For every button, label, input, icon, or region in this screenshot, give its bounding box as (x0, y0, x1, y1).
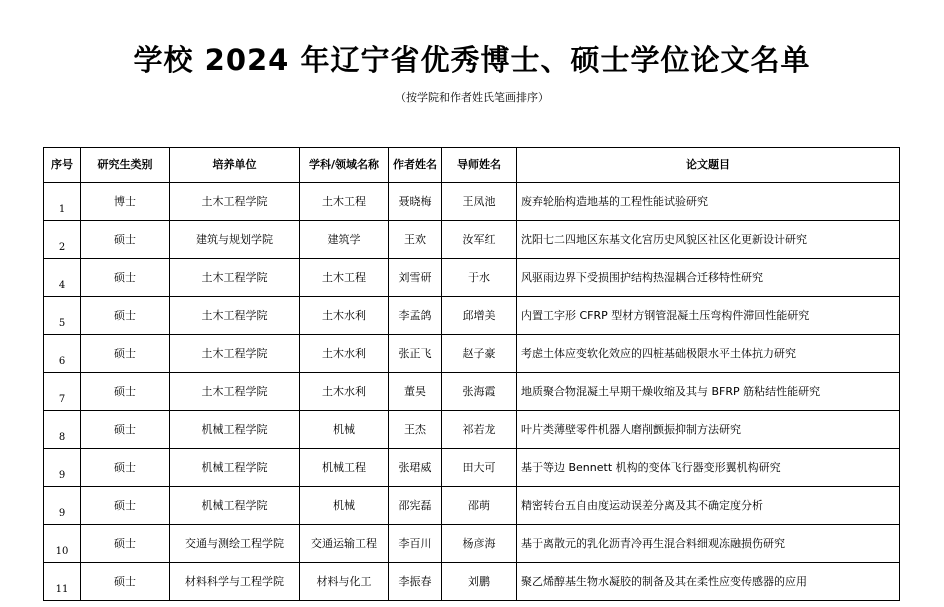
table-row (44, 525, 900, 563)
cell-seq: 7 (44, 373, 81, 411)
cell-category: 博士 (81, 183, 170, 221)
cell-author: 李百川 (389, 525, 442, 563)
cell-category: 硕士 (81, 411, 170, 449)
header-discipline: 学科/领域名称 (300, 148, 389, 183)
cell-seq: 4 (44, 259, 81, 297)
cell-discipline: 建筑学 (300, 221, 389, 259)
document-title: 学校 2024 年辽宁省优秀博士、硕士学位论文名单 (133, 43, 811, 77)
cell-advisor: 杨彦海 (442, 525, 517, 563)
cell-category: 硕士 (81, 259, 170, 297)
cell-advisor: 邵萌 (442, 487, 517, 525)
cell-category: 硕士 (81, 221, 170, 259)
cell-author: 李振春 (389, 563, 442, 601)
cell-unit: 土木工程学院 (170, 183, 300, 221)
cell-unit: 机械工程学院 (170, 449, 300, 487)
cell-advisor: 王凤池 (442, 183, 517, 221)
cell-thesis-title: 基于等边 Bennett 机构的变体飞行器变形翼机构研究 (517, 449, 900, 487)
cell-advisor: 祁若龙 (442, 411, 517, 449)
cell-discipline: 土木工程 (300, 183, 389, 221)
cell-seq: 9 (44, 487, 81, 525)
cell-unit: 材料科学与工程学院 (170, 563, 300, 601)
cell-thesis-title: 废弃轮胎构造地基的工程性能试验研究 (517, 183, 900, 221)
cell-seq: 6 (44, 335, 81, 373)
header-thesis-title: 论文题目 (517, 148, 900, 183)
table-row (44, 487, 900, 525)
cell-thesis-title: 叶片类薄壁零件机器人磨削颤振抑制方法研究 (517, 411, 900, 449)
cell-author: 张正飞 (389, 335, 442, 373)
cell-seq: 2 (44, 221, 81, 259)
header-advisor: 导师姓名 (442, 148, 517, 183)
header-category: 研究生类别 (81, 148, 170, 183)
cell-category: 硕士 (81, 563, 170, 601)
table-row (44, 259, 900, 297)
cell-thesis-title: 基于离散元的乳化沥青冷再生混合料细观冻融损伤研究 (517, 525, 900, 563)
cell-unit: 机械工程学院 (170, 487, 300, 525)
table-row (44, 411, 900, 449)
cell-advisor: 田大可 (442, 449, 517, 487)
cell-advisor: 刘鹏 (442, 563, 517, 601)
cell-category: 硕士 (81, 297, 170, 335)
cell-thesis-title: 精密转台五自由度运动误差分离及其不确定度分析 (517, 487, 900, 525)
cell-discipline: 土木水利 (300, 335, 389, 373)
cell-thesis-title: 聚乙烯醇基生物水凝胶的制备及其在柔性应变传感器的应用 (517, 563, 900, 601)
table-row (44, 297, 900, 335)
cell-author: 邵宪磊 (389, 487, 442, 525)
cell-author: 董昊 (389, 373, 442, 411)
cell-unit: 机械工程学院 (170, 411, 300, 449)
table-row (44, 563, 900, 601)
header-unit: 培养单位 (170, 148, 300, 183)
cell-discipline: 土木水利 (300, 373, 389, 411)
cell-seq: 1 (44, 183, 81, 221)
cell-advisor: 邱增美 (442, 297, 517, 335)
cell-category: 硕士 (81, 373, 170, 411)
document-subtitle: （按学院和作者姓氏笔画排序） (395, 91, 549, 104)
cell-thesis-title: 风驱雨边界下受损围护结构热湿耦合迁移特性研究 (517, 259, 900, 297)
cell-unit: 建筑与规划学院 (170, 221, 300, 259)
cell-discipline: 机械 (300, 411, 389, 449)
table-row (44, 221, 900, 259)
cell-author: 刘雪研 (389, 259, 442, 297)
cell-thesis-title: 内置工字形 CFRP 型材方钢管混凝土压弯构件滞回性能研究 (517, 297, 900, 335)
cell-category: 硕士 (81, 449, 170, 487)
table-row (44, 183, 900, 221)
award-list-table (43, 147, 900, 601)
cell-unit: 土木工程学院 (170, 335, 300, 373)
table-row (44, 335, 900, 373)
cell-discipline: 土木工程 (300, 259, 389, 297)
cell-discipline: 交通运输工程 (300, 525, 389, 563)
cell-author: 李孟鸽 (389, 297, 442, 335)
cell-thesis-title: 沈阳七二四地区东基文化宫历史风貌区社区化更新设计研究 (517, 221, 900, 259)
cell-seq: 9 (44, 449, 81, 487)
header-author: 作者姓名 (389, 148, 442, 183)
cell-advisor: 于水 (442, 259, 517, 297)
cell-advisor: 张海霞 (442, 373, 517, 411)
cell-unit: 土木工程学院 (170, 373, 300, 411)
cell-category: 硕士 (81, 525, 170, 563)
table-row (44, 449, 900, 487)
cell-thesis-title: 考虑土体应变软化效应的四桩基础极限水平土体抗力研究 (517, 335, 900, 373)
cell-discipline: 材料与化工 (300, 563, 389, 601)
cell-advisor: 赵子豪 (442, 335, 517, 373)
cell-category: 硕士 (81, 335, 170, 373)
cell-advisor: 汝军红 (442, 221, 517, 259)
table-row (44, 373, 900, 411)
cell-discipline: 机械工程 (300, 449, 389, 487)
cell-seq: 11 (44, 563, 81, 601)
cell-unit: 交通与测绘工程学院 (170, 525, 300, 563)
table-header-row (44, 148, 900, 183)
cell-category: 硕士 (81, 487, 170, 525)
cell-author: 张珺威 (389, 449, 442, 487)
cell-author: 聂晓梅 (389, 183, 442, 221)
cell-unit: 土木工程学院 (170, 259, 300, 297)
cell-discipline: 土木水利 (300, 297, 389, 335)
cell-unit: 土木工程学院 (170, 297, 300, 335)
cell-thesis-title: 地质聚合物混凝土早期干燥收缩及其与 BFRP 筋粘结性能研究 (517, 373, 900, 411)
cell-seq: 8 (44, 411, 81, 449)
cell-discipline: 机械 (300, 487, 389, 525)
cell-author: 王欢 (389, 221, 442, 259)
table-body (44, 183, 900, 601)
cell-seq: 10 (44, 525, 81, 563)
cell-author: 王杰 (389, 411, 442, 449)
header-seq: 序号 (44, 148, 81, 183)
cell-seq: 5 (44, 297, 81, 335)
